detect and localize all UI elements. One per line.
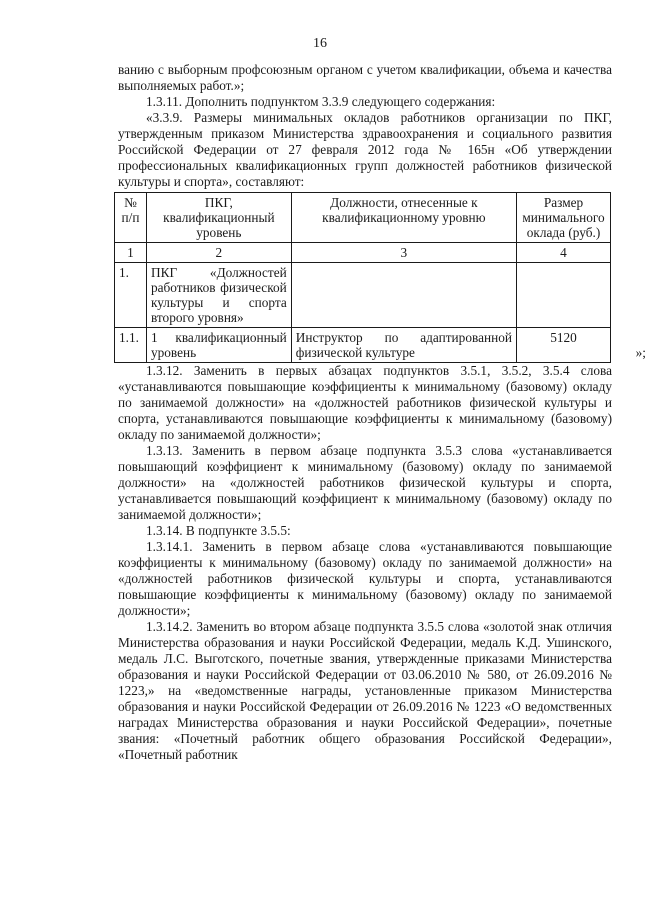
- row-pkg: 1 квалификационный уровень: [146, 328, 291, 363]
- paragraph-1-3-14: 1.3.14. В подпункте 3.5.5:: [146, 523, 291, 538]
- paragraph-1-3-11: 1.3.11. Дополнить подпунктом 3.3.9 следующего содержания:: [146, 94, 496, 109]
- column-number: 4: [516, 243, 610, 263]
- header-pkg: ПКГ, квалификационный уровень: [146, 193, 291, 243]
- salary-table: [114, 192, 611, 363]
- row-position: [291, 263, 516, 328]
- column-number: 2: [146, 243, 291, 263]
- table-row: [115, 263, 611, 328]
- table-closing-mark: »;: [635, 345, 646, 360]
- paragraph-1-3-14-2: 1.3.14.2. Заменить во втором абзаце подпункта 3.5.5 слова «золотой знак отличия Министерства образования и науки Российской Федерации, медаль К.Д. Ушинского, медаль Л.С. Выготского, почетные звания, утвержденные приказами Министерства образования и науки Российской Федерации от 03.06.2010 № 580, от 26.09.2016 № 1223,» на «ведомственные награды, установленные приказом Министерства образования и науки Российской Федерации от 26.09.2016 № 1223 «О ведомственных наградах Министерства образования и науки Российской Федерации», почетные звания: «Почетный работник общего образования Российской Федерации», «Почетный работник: [118, 619, 612, 762]
- table-header-row: [115, 193, 611, 243]
- paragraph-1-3-12: 1.3.12. Заменить в первых абзацах подпунктов 3.5.1, 3.5.2, 3.5.4 слова «устанавливаются повышающие коэффициенты к минимальному (базовому) окладу по занимаемой должности» на «должностей работников физической культуры и спорта, устанавливаются повышающие коэффициенты к минимальному (базовому) окладу по занимаемой должности»;: [118, 363, 612, 442]
- header-position: Должности, отнесенные к квалификационному уровню: [291, 193, 516, 243]
- column-number: 1: [115, 243, 147, 263]
- paragraph-1-3-13: 1.3.13. Заменить в первом абзаце подпункта 3.5.3 слова «устанавливается повышающий коэффициент к минимальному (базовому) окладу по занимаемой должности» на «должностей работников физической культуры и спорта, устанавливается повышающий коэффициент к минимальному (базовому) окладу по занимаемой должности»;: [118, 443, 612, 522]
- paragraph-1-3-14-1: 1.3.14.1. Заменить в первом абзаце слова «устанавливаются повышающие коэффициенты к минимальному (базовому) окладу по занимаемой должности» на «должностей работников физической культуры и спорта, устанавливаются повышающие коэффициенты к минимальному (базовому) окладу по занимаемой должности»;: [118, 539, 612, 618]
- row-pkg: ПКГ «Должностей работников физической культуры и спорта второго уровня»: [146, 263, 291, 328]
- document-body: [118, 62, 646, 763]
- column-number: 3: [291, 243, 516, 263]
- page-number: 16: [313, 36, 327, 51]
- header-num: № п/п: [115, 193, 147, 243]
- row-salary: 5120: [516, 328, 610, 363]
- table-row: [115, 328, 611, 363]
- paragraph-continuation: ванию с выборным профсоюзным органом с учетом квалификации, объема и качества выполняемых работ.»;: [118, 62, 612, 93]
- table-numbering-row: [115, 243, 611, 263]
- header-salary: Размер минимального оклада (руб.): [516, 193, 610, 243]
- salary-table-wrap: [118, 192, 646, 363]
- row-position: Инструктор по адаптированной физической культуре: [291, 328, 516, 363]
- row-num: 1.1.: [115, 328, 147, 363]
- row-salary: [516, 263, 610, 328]
- row-num: 1.: [115, 263, 147, 328]
- paragraph-3-3-9: «3.3.9. Размеры минимальных окладов работников организации по ПКГ, утвержденным приказом Министерства здравоохранения и социального развития Российской Федерации от 27 февраля 2012 года № 165н «Об утверждении профессиональных квалификационных групп должностей работников физической культуры и спорта», составляют:: [118, 110, 612, 189]
